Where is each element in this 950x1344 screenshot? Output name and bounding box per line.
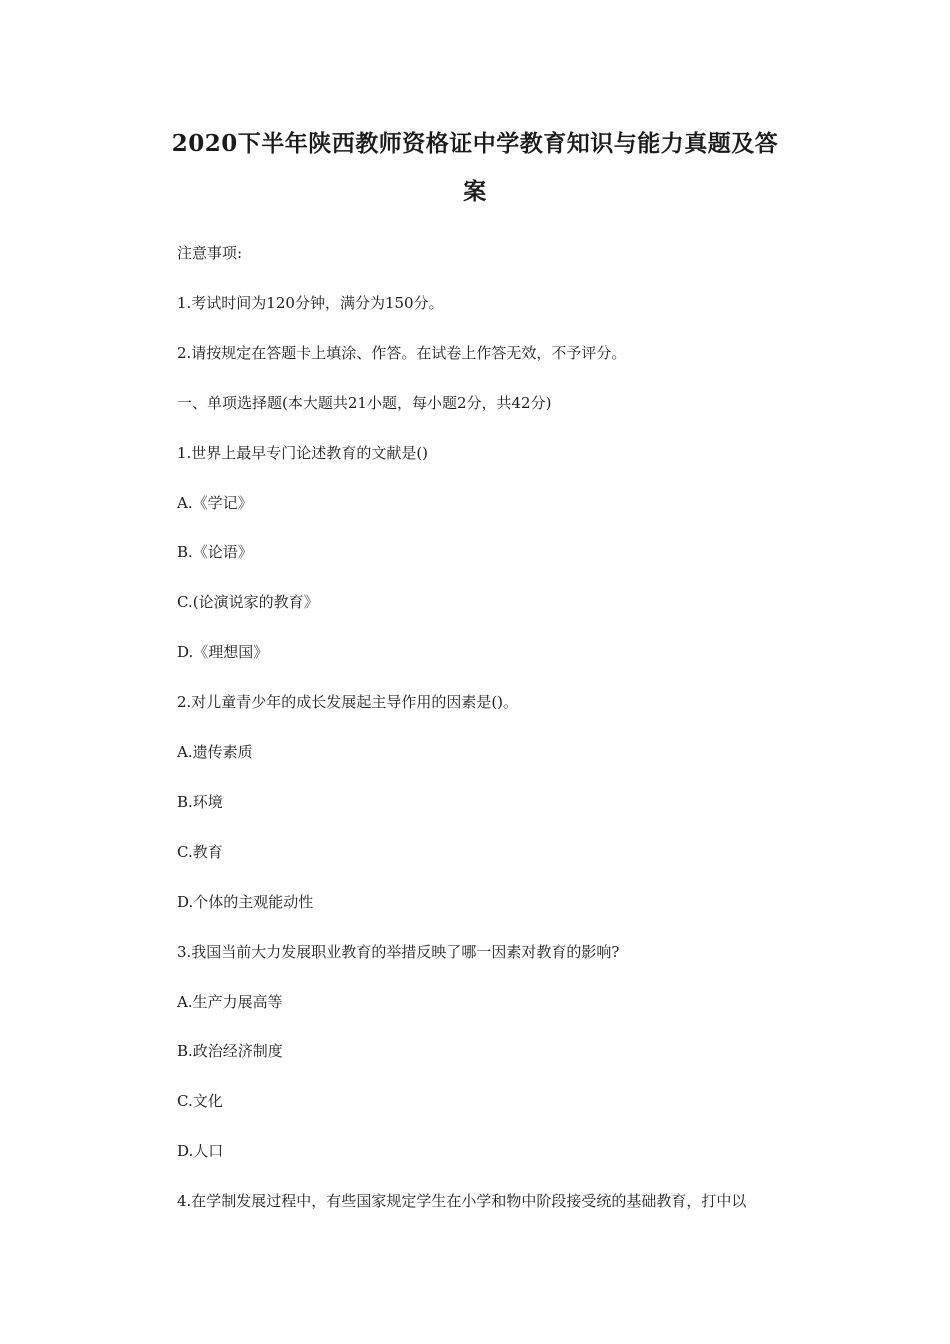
document-line: C.(论演说家的教育》 bbox=[177, 593, 319, 612]
document-line: D.《理想国》 bbox=[177, 643, 269, 662]
document-line: B.《论语》 bbox=[177, 543, 253, 562]
document-title-line-1: 2020下半年陕西教师资格证中学教育知识与能力真题及答 bbox=[171, 130, 779, 157]
document-line: B.环境 bbox=[177, 792, 223, 811]
document-line: D.个体的主观能动性 bbox=[177, 892, 314, 911]
document-line: 4.在学制发展过程中，有些国家规定学生在小学和物中阶段接受统的基础教育，打中以 bbox=[177, 1192, 747, 1211]
document-line: C.教育 bbox=[177, 842, 223, 861]
document-line: B.政治经济制度 bbox=[177, 1042, 283, 1061]
document-line: 2.请按规定在答题卡上填涂、作答。在试卷上作答无效，不予评分。 bbox=[177, 343, 627, 362]
document-line: 注意事项: bbox=[177, 244, 243, 262]
document-line: 2.对儿童青少年的成长发展起主导作用的因素是()。 bbox=[177, 693, 519, 712]
document-line: D.人口 bbox=[177, 1142, 224, 1161]
document-line: 3.我国当前大力发展职业教育的举措反映了哪一因素对教育的影响? bbox=[177, 942, 620, 961]
document-line: A.遗传素质 bbox=[177, 743, 253, 761]
document-line: C.文化 bbox=[177, 1092, 223, 1111]
document-title-line-2: 案 bbox=[463, 178, 487, 205]
document-line: 一、单项选择题(本大题共21小题，每小题2分，共42分) bbox=[177, 393, 552, 412]
document-line: 1.世界上最早专门论述教育的文献是() bbox=[177, 443, 429, 462]
document-line: 1.考试时间为120分钟，满分为150分。 bbox=[177, 293, 444, 312]
document-line: A.《学记》 bbox=[177, 493, 253, 512]
document-line: A.生产力展高等 bbox=[177, 992, 283, 1011]
